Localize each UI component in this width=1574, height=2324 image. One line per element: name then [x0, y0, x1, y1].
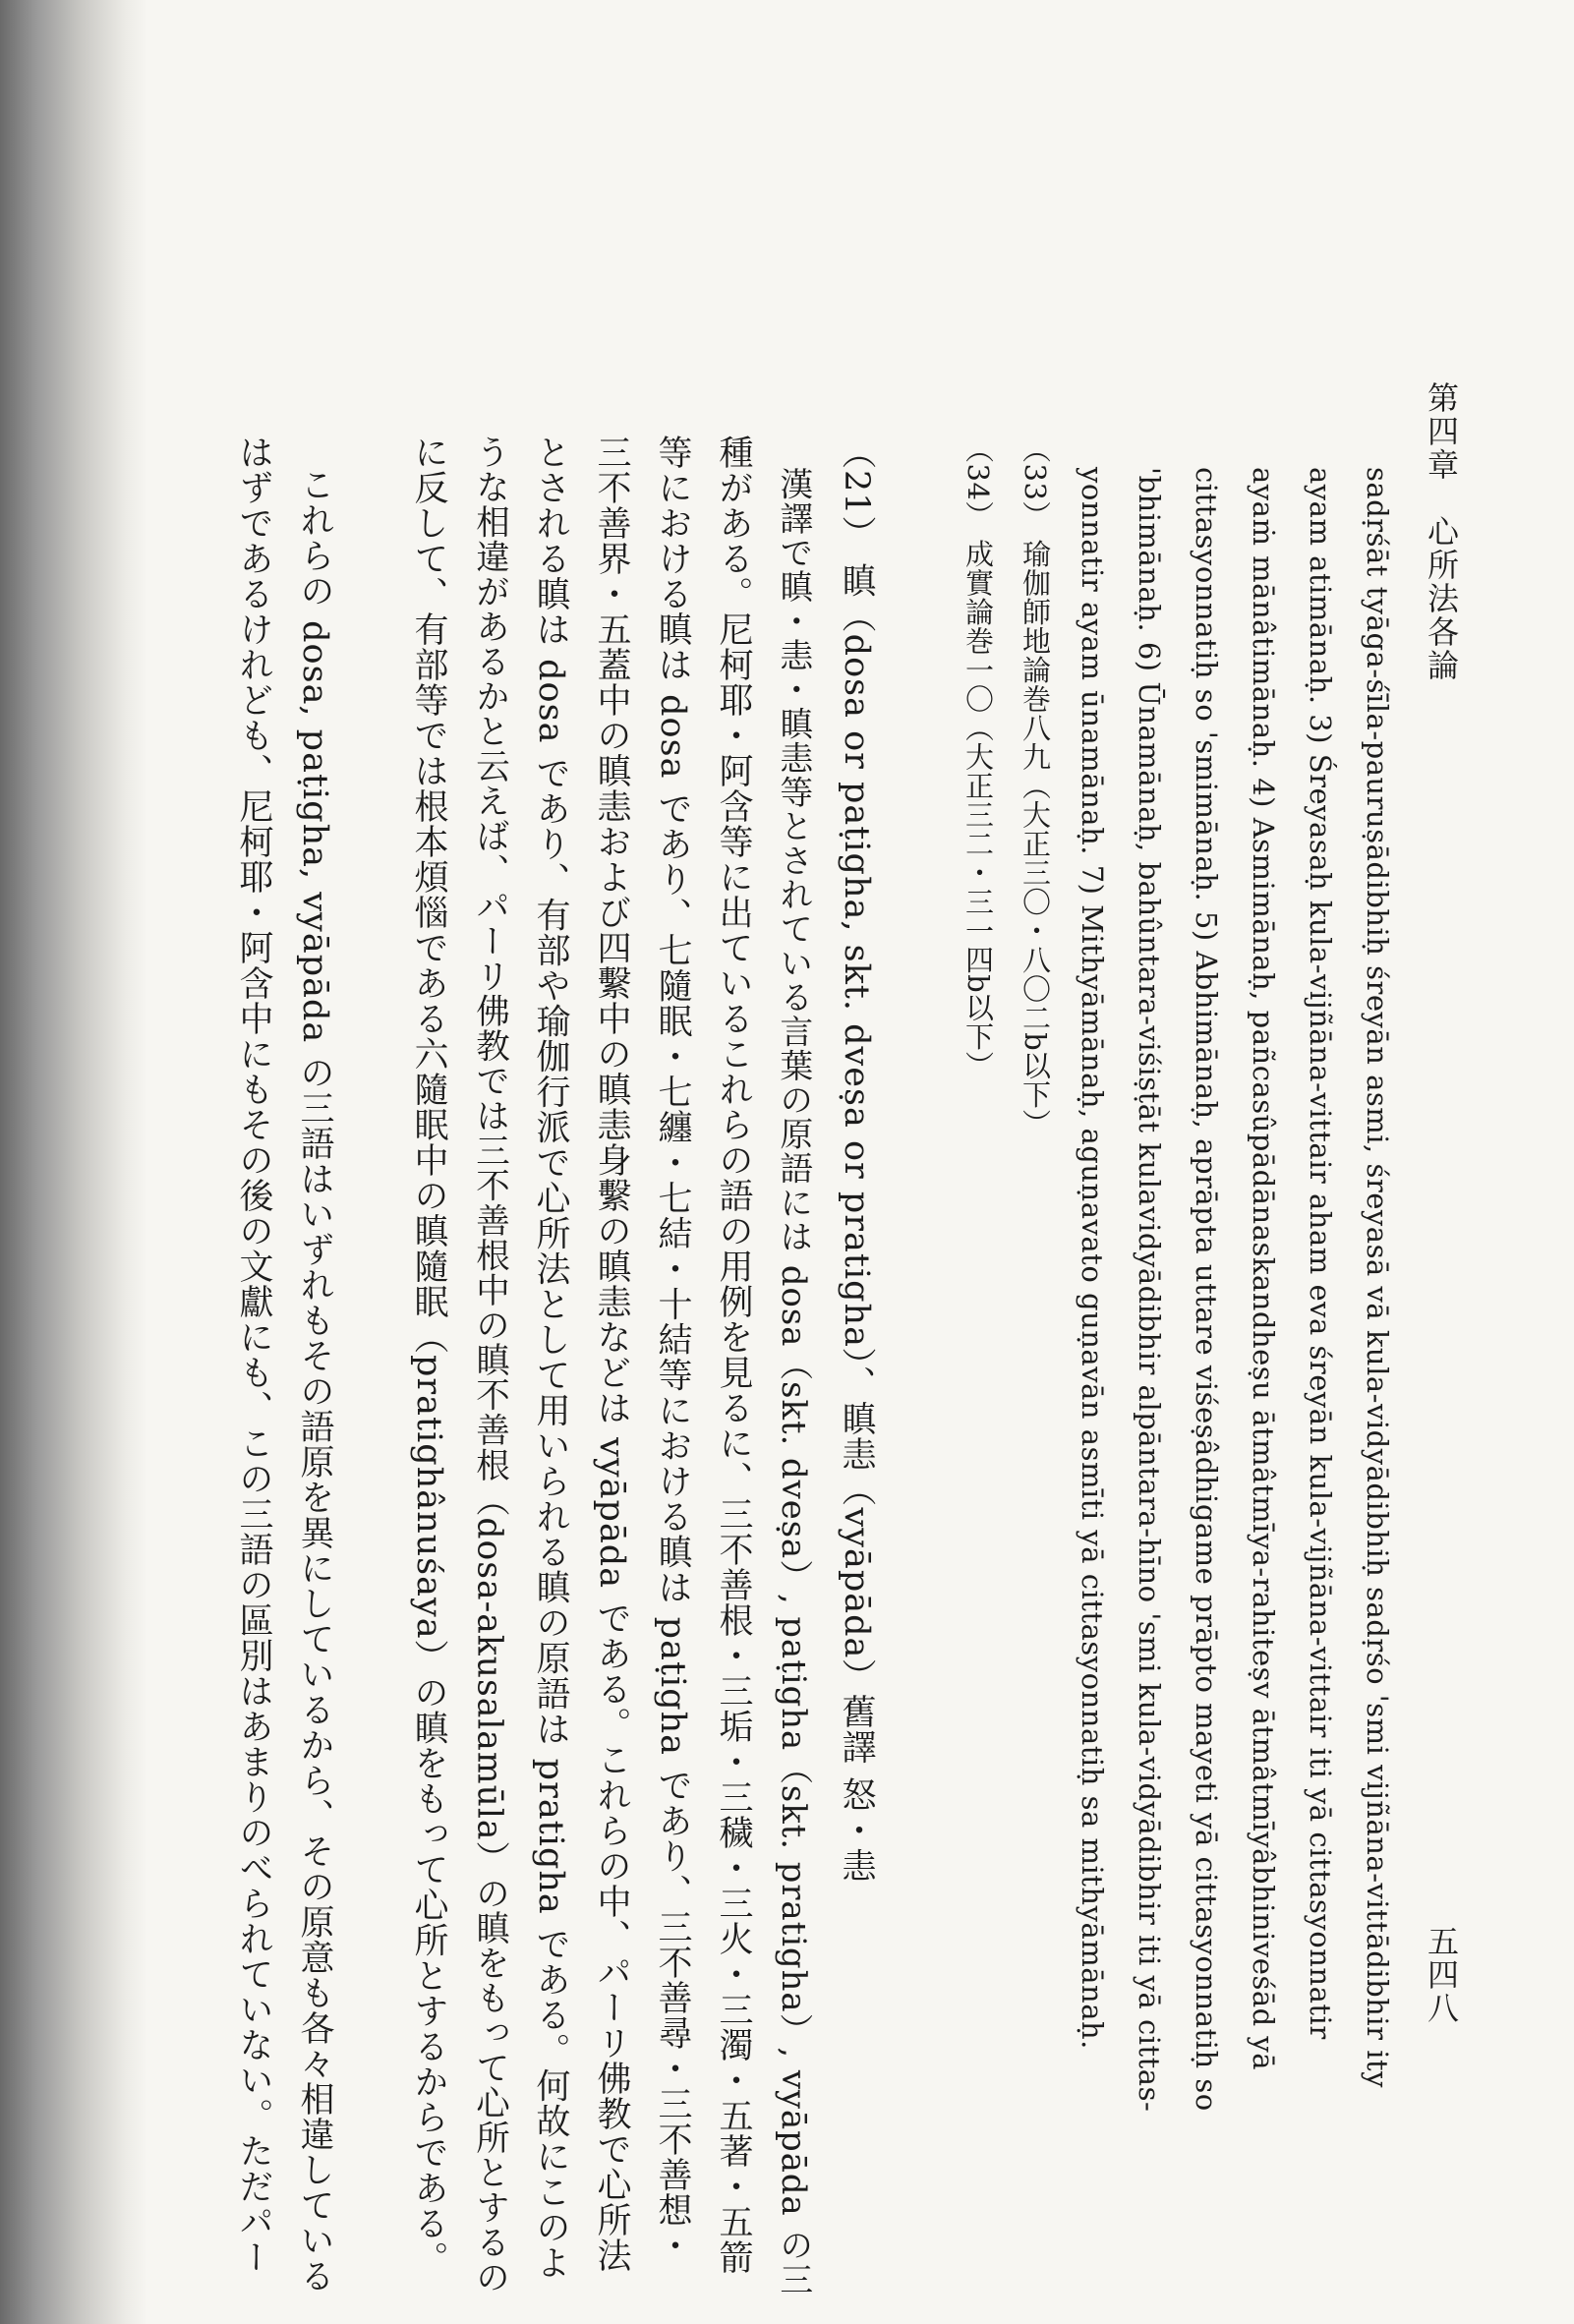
book-binding-shadow [0, 0, 147, 2324]
footnote-21-heading: （21） 瞋（dosa or paṭigha, skt. dveṣa or pratigha）、瞋恚（vyāpāda）舊譯 怒・恚 [837, 435, 876, 1884]
footnote-line: sadṛśāt tyāga-śīla-pauruṣādibhiḥ śreyān asmi, śreyasā vā kula-vidyādibhiḥ sadṛśo 'smi vijñāna-vittādibhir ity [1361, 467, 1394, 2089]
footnote-line: cittasyonnatiḥ so 'smimānaḥ. 5) Abhimānaḥ, aprāpta uttare viśeṣâdhigame prāpto mayeti yā cittasyonnatiḥ so [1190, 467, 1223, 2112]
footnote-line: ayam atimānaḥ. 3) Śreyasaḥ kula-vijñāna-vittair aham eva śreyān kula-vijñāna-vittair iti yā cittasyonnatir [1304, 467, 1337, 2040]
body-line: うな相違があるかと云えば、パーリ佛教では三不善根中の瞋不善根（dosa-akusalamūla）の瞋をもって心所とするの [469, 435, 509, 2295]
footnote-line: 'bhimānaḥ. 6) Ūnamānaḥ, bahûntara-viśiṣṭāt kulavidyādibhir alpāntara-hīno 'smi kula-vidyādibhir iti yā cittas- [1133, 467, 1166, 2113]
body-line: に反して、有部等では根本煩惱である六隨眠中の瞋隨眠（pratighânuśaya）の瞋をもって心所とするからである。 [409, 435, 448, 2277]
footnote-33: （33） 瑜伽師地論巻八九（大正三〇・八〇二b以下） [1019, 435, 1052, 1138]
page-number: 五四八 [1423, 1925, 1460, 2025]
body-line: とされる瞋は dosa であり、有部や瑜伽行派で心所法として用いられる瞋の原語は pratigha である。何故にこのよ [531, 435, 570, 2281]
footnote-line: yonnatir ayam ūnamānaḥ. 7) Mithyāmānaḥ, aguṇavato guṇavān asmīti yā cittasyonnatiḥ sa mithyāmānaḥ. [1076, 467, 1109, 2050]
body-line: 等における瞋は dosa であり、七隨眠・七纏・七結・十結等における瞋は paṭigha であり、三不善尋・三不善想・ [653, 435, 692, 2264]
body-line: 漢譯で瞋・恚・瞋恚等とされている言葉の原語には dosa（skt. dveṣa）, paṭigha（skt. pratigha）, vyāpāda の三 [774, 467, 813, 2296]
footnote-34: （34） 成實論巻一〇（大正三二・三一四b以下） [962, 435, 995, 1080]
footnote-line: ayaṁ mānâtimānaḥ. 4) Asmimānaḥ, pañcasûpādānaskandheṣu ātmâtmīya-rahiteṣv ātmâtmīyâbhiniveśād yā [1247, 467, 1280, 2071]
body-line: 三不善界・五蓋中の瞋恚および四繫中の瞋恚身繫の瞋恚などは vyāpāda である。これらの中、パーリ佛教で心所法 [592, 435, 631, 2274]
body-line: 種がある。尼柯耶・阿含等に出ているこれらの語の用例を見るに、三不善根・三垢・三穢・三火・三濁・五著・五箭 [714, 435, 753, 2275]
body-line: これらの dosa, paṭigha, vyāpāda の三語はいずれもその語原を異にしているから、その原意も各々相違している [295, 467, 334, 2295]
chapter-heading: 第四章 心所法各論 [1423, 381, 1460, 682]
body-line: はずであるけれども、尼柯耶・阿含中にもその後の文獻にも、この三語の區別はあまりのべられていない。ただパー [234, 435, 273, 2275]
